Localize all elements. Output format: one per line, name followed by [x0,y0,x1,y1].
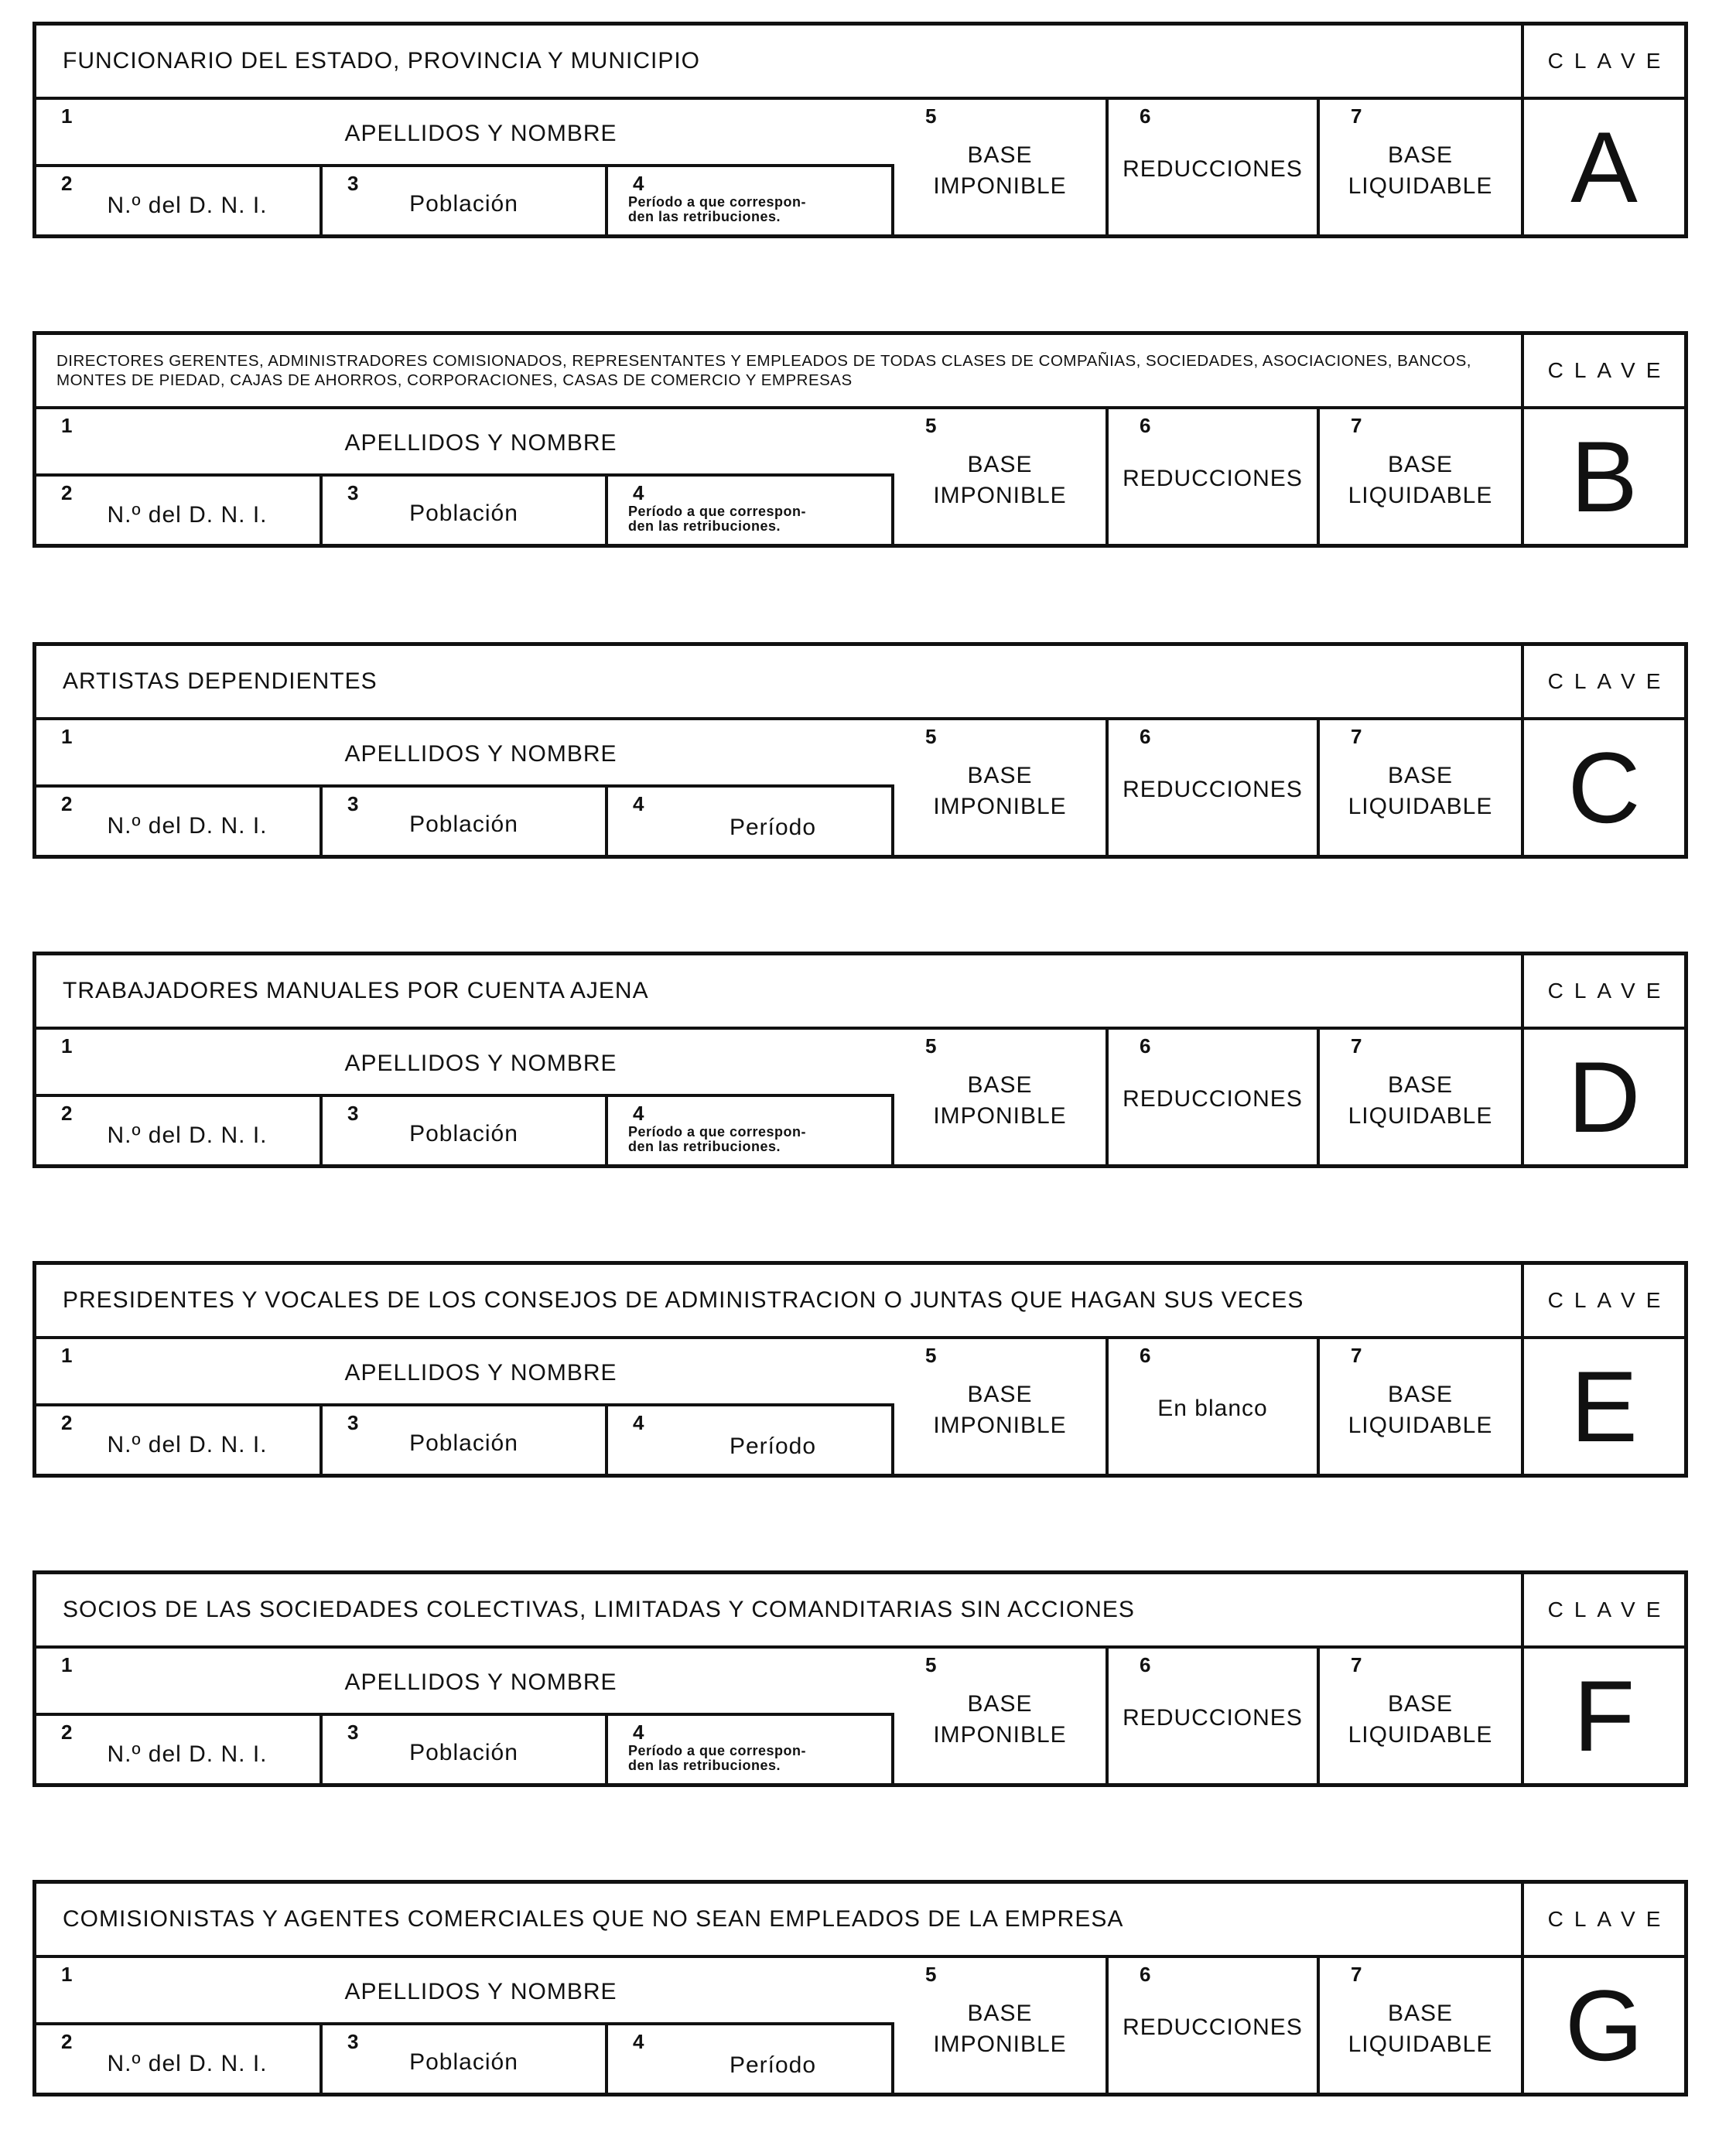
clave-label: CLAVE [1524,335,1684,409]
field-number: 3 [347,1102,359,1125]
field-poblacion[interactable] [323,477,608,544]
field-number: 3 [347,1721,359,1744]
field-number: 3 [347,792,359,815]
field-number: 5 [925,1034,937,1058]
field-number: 5 [925,104,937,128]
field-label: REDUCCIONES [1123,156,1303,182]
clave-label: CLAVE [1524,1574,1684,1649]
form-title: TRABAJADORES MANUALES POR CUENTA AJENA [36,955,1524,1030]
field-number: 2 [61,481,73,504]
clave-letter: C [1567,731,1641,844]
field-apellidos-nombre[interactable] [36,100,894,167]
field-number: 5 [925,414,937,437]
field-poblacion[interactable] [323,167,608,234]
field-number: 2 [61,172,73,195]
field-label: BASE LIQUIDABLE [1348,142,1493,199]
form-clave-g [32,1880,1688,2096]
field-periodo[interactable] [608,167,894,234]
field-label: Población [409,501,518,526]
field-label: APELLIDOS Y NOMBRE [344,1979,617,2004]
field-label: REDUCCIONES [1123,777,1303,802]
field-number: 4 [633,792,644,815]
field-base-imponible[interactable] [894,1958,1109,2093]
field-periodo[interactable] [608,788,894,855]
field-number: 7 [1351,1963,1362,1986]
field-poblacion[interactable] [323,788,608,855]
clave-letter: G [1564,1969,1644,2082]
field-label: BASE LIQUIDABLE [1348,2001,1493,2057]
field-number: 6 [1140,1963,1151,1986]
field-apellidos-nombre[interactable] [36,720,894,788]
field-label: APELLIDOS Y NOMBRE [344,1669,617,1695]
field-periodo[interactable] [608,1097,894,1164]
clave-letter: F [1573,1659,1635,1772]
field-label: Período a que correspon- den las retribuciones. [628,504,807,534]
field-number: 2 [61,792,73,815]
field-label: REDUCCIONES [1123,1086,1303,1112]
form-title: FUNCIONARIO DEL ESTADO, PROVINCIA Y MUNICIPIO [36,26,1524,100]
field-number: 5 [925,725,937,748]
field-label: N.º del D. N. I. [107,1741,268,1767]
field-base-liquidable[interactable] [1320,1030,1524,1164]
field-dni[interactable] [36,788,323,855]
field-base-imponible[interactable] [894,1339,1109,1474]
field-number: 3 [347,2030,359,2053]
field-number: 4 [633,172,644,195]
form-clave-e [32,1261,1688,1478]
field-label: APELLIDOS Y NOMBRE [344,741,617,767]
field-label: BASE IMPONIBLE [933,452,1067,508]
form-title: SOCIOS DE LAS SOCIEDADES COLECTIVAS, LIMITADAS Y COMANDITARIAS SIN ACCIONES [36,1574,1524,1649]
clave-label: CLAVE [1524,646,1684,720]
form-clave-b [32,331,1688,548]
field-label: BASE IMPONIBLE [933,2001,1067,2057]
field-label: N.º del D. N. I. [107,2051,268,2076]
field-number: 1 [61,1034,73,1058]
field-base-liquidable[interactable] [1320,1339,1524,1474]
field-base-liquidable[interactable] [1320,409,1524,544]
clave-label: CLAVE [1524,1265,1684,1339]
field-base-imponible[interactable] [894,409,1109,544]
field-number: 7 [1351,1034,1362,1058]
field-label: BASE LIQUIDABLE [1348,452,1493,508]
field-number: 6 [1140,1034,1151,1058]
field-dni[interactable] [36,2025,323,2093]
form-clave-d [32,952,1688,1168]
field-reducciones[interactable] [1109,720,1320,855]
field-periodo[interactable] [608,1406,894,1474]
field-base-imponible[interactable] [894,1649,1109,1783]
field-number: 2 [61,2030,73,2053]
field-number: 3 [347,1411,359,1434]
field-label: Población [409,191,518,217]
clave-letter: B [1570,420,1638,533]
field-number: 2 [61,1102,73,1125]
field-number: 5 [925,1963,937,1986]
field-label: Población [409,2049,518,2075]
field-label: N.º del D. N. I. [107,193,268,218]
field-apellidos-nombre[interactable] [36,1649,894,1716]
field-label: BASE IMPONIBLE [933,1691,1067,1748]
field-label: Período [729,2052,817,2078]
field-dni[interactable] [36,1716,323,1783]
field-label: APELLIDOS Y NOMBRE [344,1051,617,1076]
field-periodo[interactable] [608,477,894,544]
field-reducciones[interactable] [1109,1030,1320,1164]
field-label: REDUCCIONES [1123,2014,1303,2040]
field-number: 1 [61,725,73,748]
field-base-liquidable[interactable] [1320,1958,1524,2093]
field-apellidos-nombre[interactable] [36,1030,894,1097]
form-clave-a [32,22,1688,238]
field-label: Población [409,1121,518,1146]
field-label: APELLIDOS Y NOMBRE [344,121,617,146]
field-number: 4 [633,1721,644,1744]
field-label: En blanco [1157,1396,1268,1421]
field-number: 4 [633,2030,644,2053]
field-reducciones[interactable] [1109,409,1320,544]
field-label: BASE IMPONIBLE [933,142,1067,199]
field-en-blanco[interactable] [1109,1339,1320,1474]
field-label: BASE IMPONIBLE [933,1382,1067,1438]
form-title: COMISIONISTAS Y AGENTES COMERCIALES QUE NO SEAN EMPLEADOS DE LA EMPRESA [36,1884,1524,1958]
field-number: 7 [1351,414,1362,437]
field-number: 3 [347,481,359,504]
field-label: Población [409,1740,518,1765]
field-label: Período a que correspon- den las retribuciones. [628,1124,807,1154]
field-label: BASE LIQUIDABLE [1348,1072,1493,1129]
form-clave-c [32,642,1688,859]
field-label: N.º del D. N. I. [107,502,268,528]
field-apellidos-nombre[interactable] [36,1958,894,2025]
field-label: Población [409,1430,518,1456]
field-poblacion[interactable] [323,1097,608,1164]
field-number: 1 [61,1653,73,1676]
field-number: 1 [61,104,73,128]
field-base-liquidable[interactable] [1320,1649,1524,1783]
field-number: 4 [633,1102,644,1125]
field-dni[interactable] [36,1097,323,1164]
field-periodo[interactable] [608,2025,894,2093]
field-label: BASE LIQUIDABLE [1348,1691,1493,1748]
clave-label: CLAVE [1524,955,1684,1030]
clave-letter: D [1567,1041,1641,1153]
field-label: BASE IMPONIBLE [933,1072,1067,1129]
field-label: REDUCCIONES [1123,1705,1303,1731]
field-apellidos-nombre[interactable] [36,1339,894,1406]
field-label: N.º del D. N. I. [107,1123,268,1148]
field-poblacion[interactable] [323,1406,608,1474]
form-clave-f [32,1570,1688,1787]
field-poblacion[interactable] [323,1716,608,1783]
field-label: BASE LIQUIDABLE [1348,1382,1493,1438]
field-number: 7 [1351,725,1362,748]
field-label: Período [729,1434,817,1459]
field-poblacion[interactable] [323,2025,608,2093]
field-label: APELLIDOS Y NOMBRE [344,430,617,456]
clave-label: CLAVE [1524,1884,1684,1958]
field-number: 6 [1140,1344,1151,1367]
field-periodo[interactable] [608,1716,894,1783]
form-title: DIRECTORES GERENTES, ADMINISTRADORES COMISIONADOS, REPRESENTANTES Y EMPLEADOS DE TODAS CLASES DE COMPAÑIAS, SOCIEDADES, ASOCIACIONES, BANCOS, MONTES DE PIEDAD, CAJAS DE AHORROS, CORPORACIONES, CASAS DE COMERCIO Y EMPRESAS [36,335,1524,409]
clave-label: CLAVE [1524,26,1684,100]
field-number: 5 [925,1653,937,1676]
field-number: 1 [61,414,73,437]
field-label: APELLIDOS Y NOMBRE [344,1360,617,1386]
field-number: 4 [633,481,644,504]
field-base-liquidable[interactable] [1320,720,1524,855]
field-apellidos-nombre[interactable] [36,409,894,477]
clave-letter: A [1570,111,1638,224]
field-label: Período a que correspon- den las retribuciones. [628,1743,807,1773]
field-number: 2 [61,1411,73,1434]
field-reducciones[interactable] [1109,1958,1320,2093]
field-number: 7 [1351,1344,1362,1367]
clave-letter: E [1570,1350,1638,1463]
field-number: 1 [61,1344,73,1367]
field-dni[interactable] [36,1406,323,1474]
field-label: Población [409,812,518,837]
field-number: 7 [1351,104,1362,128]
field-number: 6 [1140,414,1151,437]
field-base-imponible[interactable] [894,100,1109,234]
field-base-imponible[interactable] [894,720,1109,855]
field-label: REDUCCIONES [1123,466,1303,491]
field-dni[interactable] [36,477,323,544]
field-number: 7 [1351,1653,1362,1676]
field-label: BASE LIQUIDABLE [1348,763,1493,819]
field-number: 6 [1140,1653,1151,1676]
field-number: 5 [925,1344,937,1367]
field-number: 2 [61,1721,73,1744]
field-number: 1 [61,1963,73,1986]
form-title: PRESIDENTES Y VOCALES DE LOS CONSEJOS DE ADMINISTRACION O JUNTAS QUE HAGAN SUS VECES [36,1265,1524,1339]
field-label: Período [729,815,817,840]
field-number: 4 [633,1411,644,1434]
field-base-liquidable[interactable] [1320,100,1524,234]
field-label: BASE IMPONIBLE [933,763,1067,819]
field-number: 3 [347,172,359,195]
field-reducciones[interactable] [1109,1649,1320,1783]
field-number: 6 [1140,104,1151,128]
field-label: Período a que correspon- den las retribuciones. [628,194,807,224]
form-title: ARTISTAS DEPENDIENTES [36,646,1524,720]
field-label: N.º del D. N. I. [107,813,268,839]
field-label: N.º del D. N. I. [107,1432,268,1457]
field-reducciones[interactable] [1109,100,1320,234]
field-dni[interactable] [36,167,323,234]
field-base-imponible[interactable] [894,1030,1109,1164]
field-number: 6 [1140,725,1151,748]
